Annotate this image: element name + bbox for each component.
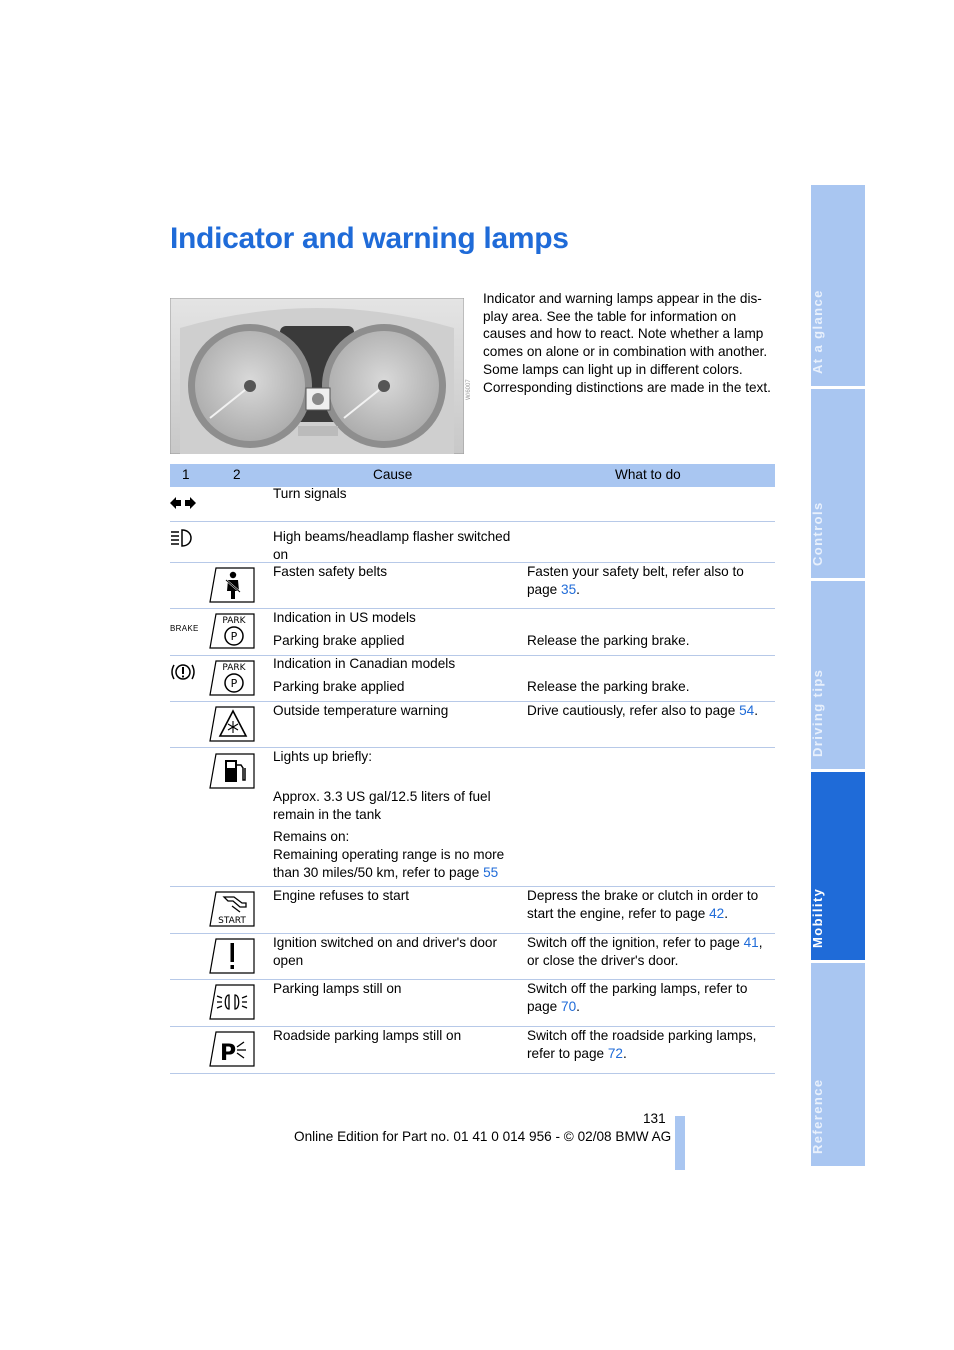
- table-row: [170, 748, 775, 887]
- cause-text-d-main: Remaining operating range is no more than 30 miles/50 km, refer to page: [273, 847, 505, 880]
- page-link-54[interactable]: 54: [739, 703, 755, 718]
- page-link-70[interactable]: 70: [561, 999, 577, 1014]
- page-link-55[interactable]: 55: [483, 865, 499, 880]
- page-link-42[interactable]: 42: [709, 906, 725, 921]
- page-link-41[interactable]: 41: [743, 935, 759, 950]
- cause-text: Engine refuses to start: [273, 888, 410, 903]
- high-beam-icon: [170, 529, 196, 547]
- todo-text: [527, 887, 775, 923]
- todo-text-main: Depress the brake or clutch in order to start the engine, refer to page: [527, 888, 759, 921]
- todo-text-end: .: [754, 703, 758, 718]
- todo-text-main: Fasten your safety belt, refer also to page: [527, 564, 744, 597]
- svg-text:P: P: [230, 677, 238, 690]
- park-brake-icon: [206, 659, 258, 697]
- cause-text: Fasten safety belts: [273, 564, 388, 579]
- table-row: [170, 980, 775, 1027]
- brake-text-icon: BRAKE: [170, 624, 199, 633]
- table-row: [170, 656, 775, 702]
- fuel-pump-icon: [206, 752, 258, 790]
- header-todo: What to do: [615, 467, 681, 482]
- todo-text: Release the parking brake.: [527, 679, 690, 694]
- table-row: [170, 702, 775, 748]
- cause-text-a: Lights up briefly:: [273, 749, 372, 764]
- todo-text: [527, 980, 775, 1016]
- cause-text: High beams/headlamp flasher switched on: [273, 529, 511, 562]
- tab-driving-tips[interactable]: Driving tips: [811, 581, 865, 769]
- todo-text-end: .: [576, 999, 580, 1014]
- seat-belt-icon: [206, 566, 258, 604]
- table-row: [170, 563, 775, 609]
- sidebar-tabs: [811, 185, 865, 1166]
- svg-text:PARK: PARK: [222, 616, 246, 626]
- table-row: [170, 609, 775, 656]
- todo-text-end: , or close the driver's door.: [527, 935, 763, 968]
- cause-text: Parking brake applied: [273, 679, 405, 694]
- svg-text:P: P: [230, 630, 238, 643]
- svg-text:START: START: [218, 916, 246, 926]
- cause-text: Parking brake applied: [273, 633, 405, 648]
- todo-text-main: Switch off the parking lamps, refer to page: [527, 981, 748, 1014]
- header-col1: 1: [182, 467, 190, 482]
- cause-text: Roadside parking lamps still on: [273, 1028, 462, 1043]
- table-row: [170, 522, 775, 563]
- instrument-cluster-image: [170, 298, 464, 454]
- page-number: 131: [643, 1111, 666, 1126]
- table-row: [170, 934, 775, 980]
- cause-text-c: Remains on:: [273, 829, 350, 844]
- page-link-72[interactable]: 72: [607, 1046, 623, 1061]
- table-row: [170, 1027, 775, 1074]
- cause-top-text: Indication in Canadian models: [273, 656, 456, 671]
- roadside-parking-icon: [206, 1030, 258, 1068]
- page-title: Indicator and warning lamps: [170, 222, 569, 255]
- svg-text:P: P: [219, 1041, 237, 1066]
- header-cause: Cause: [373, 467, 413, 482]
- door-warning-icon: [206, 937, 258, 975]
- tab-at-a-glance[interactable]: At a glance: [811, 185, 865, 386]
- todo-text: [527, 934, 775, 970]
- svg-text:PARK: PARK: [222, 663, 246, 673]
- page-link-35[interactable]: 35: [561, 582, 577, 597]
- edition-text: Online Edition for Part no. 01 41 0 014 956 - © 02/08 BMW AG: [294, 1129, 672, 1144]
- todo-text-end: .: [724, 906, 729, 921]
- tab-mobility[interactable]: Mobility: [811, 772, 865, 960]
- cause-text: Outside temperature warning: [273, 703, 449, 718]
- frost-warning-icon: [206, 705, 258, 743]
- todo-text: Release the parking brake.: [527, 633, 690, 648]
- todo-text: [527, 702, 775, 720]
- cause-text-b: Approx. 3.3 US gal/12.5 liters of fuel remain in the tank: [273, 789, 491, 822]
- park-brake-icon: [206, 612, 258, 650]
- cause-text: Parking lamps still on: [273, 981, 402, 996]
- tab-reference[interactable]: Reference: [811, 963, 865, 1166]
- tab-controls[interactable]: Controls: [811, 389, 865, 578]
- todo-text-main: Switch off the ignition, refer to page: [527, 935, 744, 950]
- todo-text-end: .: [622, 1046, 627, 1061]
- start-engine-icon: [206, 890, 258, 928]
- cause-text: Ignition switched on and driver's door open: [273, 935, 497, 968]
- todo-text-main: Drive cautiously, refer also to page: [527, 703, 740, 718]
- todo-text-main: Switch off the roadside parking lamps, refer to page: [527, 1028, 757, 1061]
- table-row: [170, 887, 775, 934]
- cause-text: Turn signals: [273, 486, 347, 501]
- todo-text: [527, 563, 775, 599]
- parking-lamps-icon: [206, 983, 258, 1021]
- cause-top-text: Indication in US models: [273, 610, 416, 625]
- intro-paragraph: Indicator and warning lamps appear in the dis-play area. See the table for information on causes and how to react. Note whether a lamp comes on alone or in combination with another. Some lamps can light up in different colors. Corresponding distinctions are made in the text.: [483, 291, 771, 395]
- todo-text: [527, 1027, 775, 1063]
- header-col2: 2: [233, 467, 241, 482]
- turn-signal-icon: [170, 497, 196, 509]
- image-code: W/6007: [466, 379, 472, 400]
- lamps-table: [170, 464, 775, 1074]
- todo-text-end: .: [576, 582, 580, 597]
- table-header: [170, 464, 775, 487]
- brake-warning-icon: [170, 662, 196, 682]
- cause-text-d: [273, 846, 518, 882]
- footer-bar: [675, 1116, 685, 1170]
- table-row: [170, 487, 775, 522]
